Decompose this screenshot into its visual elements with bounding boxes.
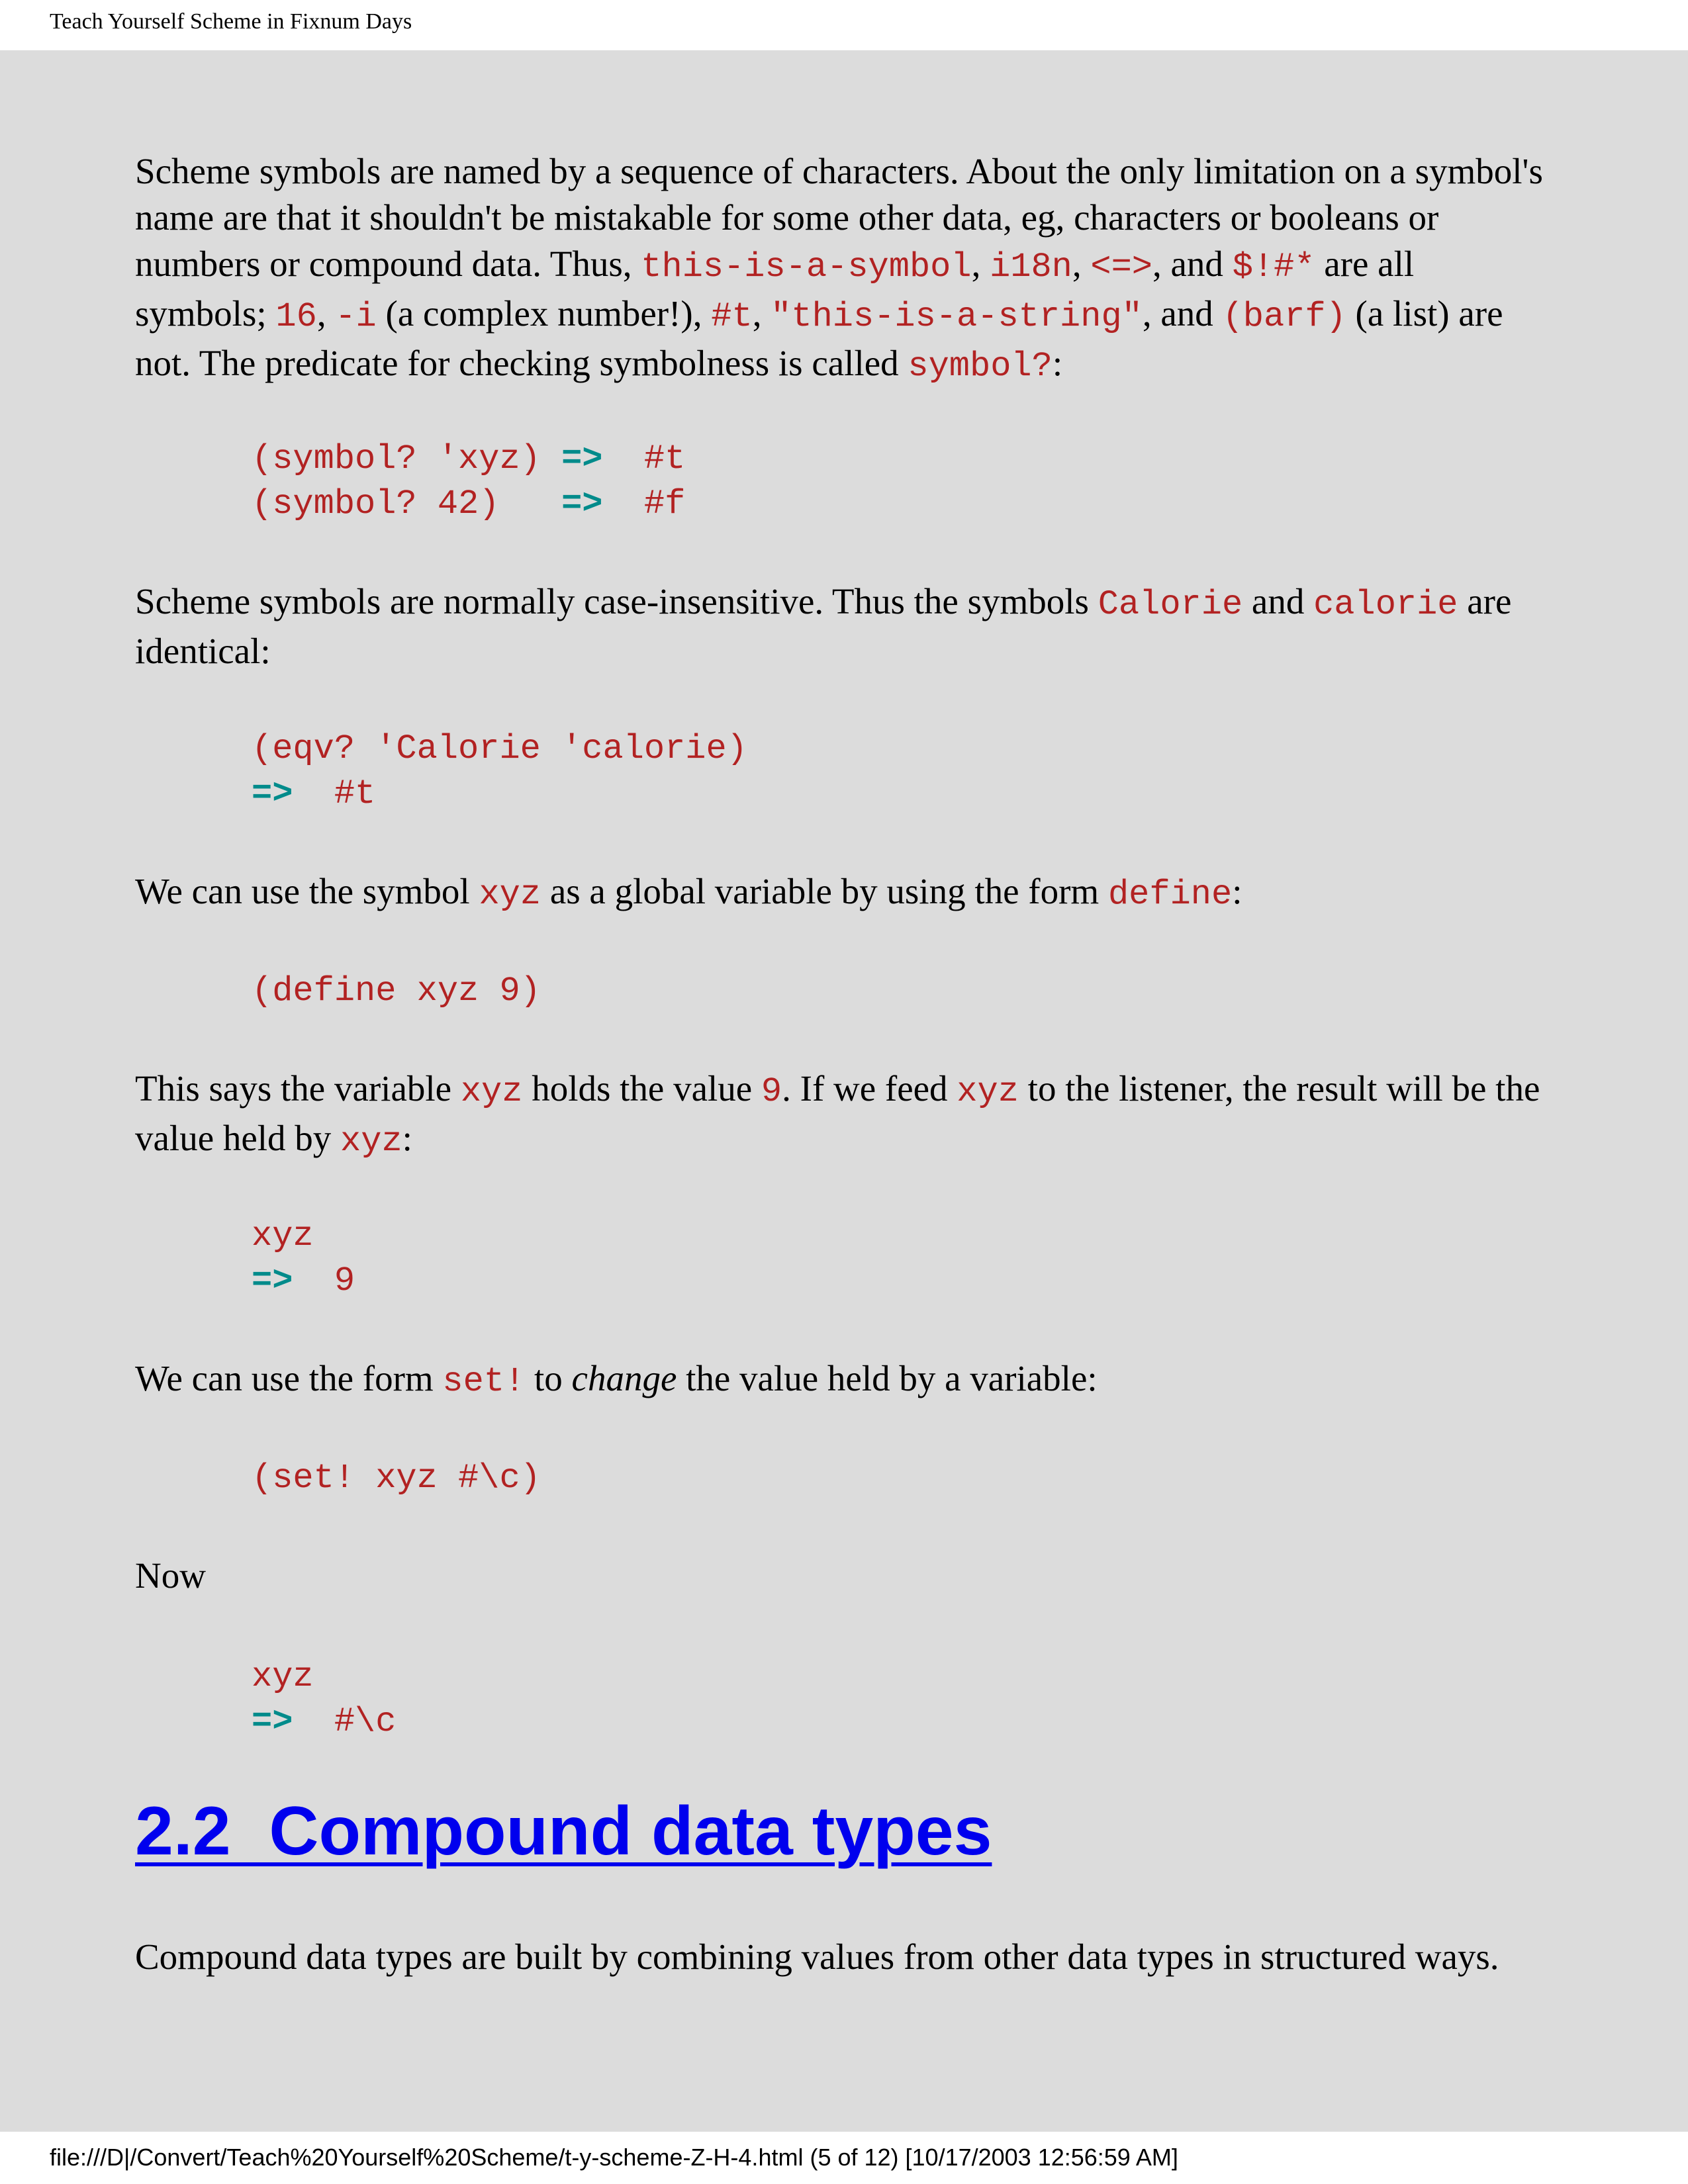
code-symbol: xyz [460,1072,523,1111]
text: , and [1152,244,1233,284]
code-symbol-example: $!#* [1232,248,1315,287]
text: : [1232,871,1243,911]
code-expression: (symbol? 42) [252,484,562,523]
paragraph-symbols-intro [135,148,1545,390]
text: We can use the symbol [135,871,479,911]
code-expression: (eqv? 'Calorie 'calorie) [252,729,747,768]
code-expression: (set! xyz #\c) [252,1459,541,1498]
paragraph-case-insensitive [135,578,1545,674]
code-result: 9 [293,1261,355,1300]
text: . If we feed [782,1068,957,1109]
document-title: Teach Yourself Scheme in Fixnum Days [50,9,412,34]
text: , and [1142,293,1223,334]
text: , [316,293,336,334]
text: We can use the form [135,1358,443,1398]
text: are all symbols; [135,244,1415,334]
code-symbol: xyz [340,1122,402,1161]
code-result: #\c [293,1702,397,1741]
text: the value held by a variable: [677,1358,1098,1398]
text: (a complex number!), [376,293,712,334]
text: Scheme symbols are named by a sequence of characters. About the only limitation on a symbol's name are that it shouldn't be mistakable for some other data, eg, characters or booleans or numbers or compound data. Thus, [135,151,1543,284]
code-expression: xyz [252,1216,314,1255]
evaluates-to-arrow: => [252,1261,293,1300]
code-expression: xyz [252,1657,314,1696]
code-result: #t [602,439,686,478]
code-symbol-example: i18n [990,248,1072,287]
code-symbol: xyz [479,875,541,914]
text: , [752,293,771,334]
code-block-define [252,969,541,1014]
code-value: 9 [761,1072,782,1111]
text: Compound data types are built by combining values from other data types in structured ways. [135,1936,1499,1977]
code-keyword: define [1107,875,1233,914]
code-expression: (define xyz 9) [252,972,541,1011]
code-non-symbol: -i [335,297,377,336]
code-result: #t [293,774,376,813]
text: , [1072,244,1091,284]
text: to [525,1358,572,1398]
text: are identical: [135,581,1512,671]
evaluates-to-arrow: => [561,439,603,478]
text: and [1243,581,1314,621]
text: holds the value [522,1068,761,1109]
text: This says the variable [135,1068,461,1109]
paragraph-variable-value [135,1066,1545,1165]
code-expression: (symbol? 'xyz) [252,439,562,478]
text: Now [135,1555,206,1596]
paragraph-define [135,868,1545,918]
code-block-eqv [252,727,747,817]
paragraph-compound-data [135,1934,1545,1980]
code-block-set [252,1456,541,1501]
text: as a global variable by using the form [541,871,1108,911]
code-non-symbol: "this-is-a-string" [771,297,1143,336]
code-predicate: symbol? [908,347,1053,386]
text: : [402,1118,412,1158]
code-block-symbol-predicate [252,437,685,527]
paragraph-set [135,1355,1545,1405]
text: to the listener, the result will be the value held by [135,1068,1540,1158]
evaluates-to-arrow: => [252,774,293,813]
code-symbol-example: <=> [1090,248,1153,287]
text: (a list) are not. The predicate for checking symbolness is called [135,293,1503,383]
code-non-symbol: 16 [275,297,317,336]
section-heading-link[interactable]: 2.2 Compound data types [135,1793,992,1870]
code-non-symbol: (barf) [1222,297,1346,336]
paragraph-now [135,1553,1545,1599]
code-non-symbol: #t [711,297,753,336]
code-keyword: set! [442,1362,526,1401]
code-result: #f [602,484,686,523]
code-symbol-example: this-is-a-symbol [641,248,972,287]
print-header [0,0,1688,50]
code-symbol: xyz [957,1072,1019,1111]
code-block-xyz-c [252,1655,396,1745]
text: , [971,244,990,284]
text: : [1052,343,1063,383]
evaluates-to-arrow: => [561,484,603,523]
print-footer [0,2132,1688,2184]
text: Scheme symbols are normally case-insensitive. Thus the symbols [135,581,1098,621]
code-block-xyz-9 [252,1214,355,1304]
code-symbol: calorie [1313,585,1458,624]
source-url: file:///D|/Convert/Teach%20Yourself%20Scheme/t-y-scheme-Z-H-4.html (5 of 12) [10/17/2003 12:56:59 AM] [50,2144,1178,2171]
evaluates-to-arrow: => [252,1702,293,1741]
emphasis: change [571,1358,677,1398]
code-symbol: Calorie [1098,585,1243,624]
